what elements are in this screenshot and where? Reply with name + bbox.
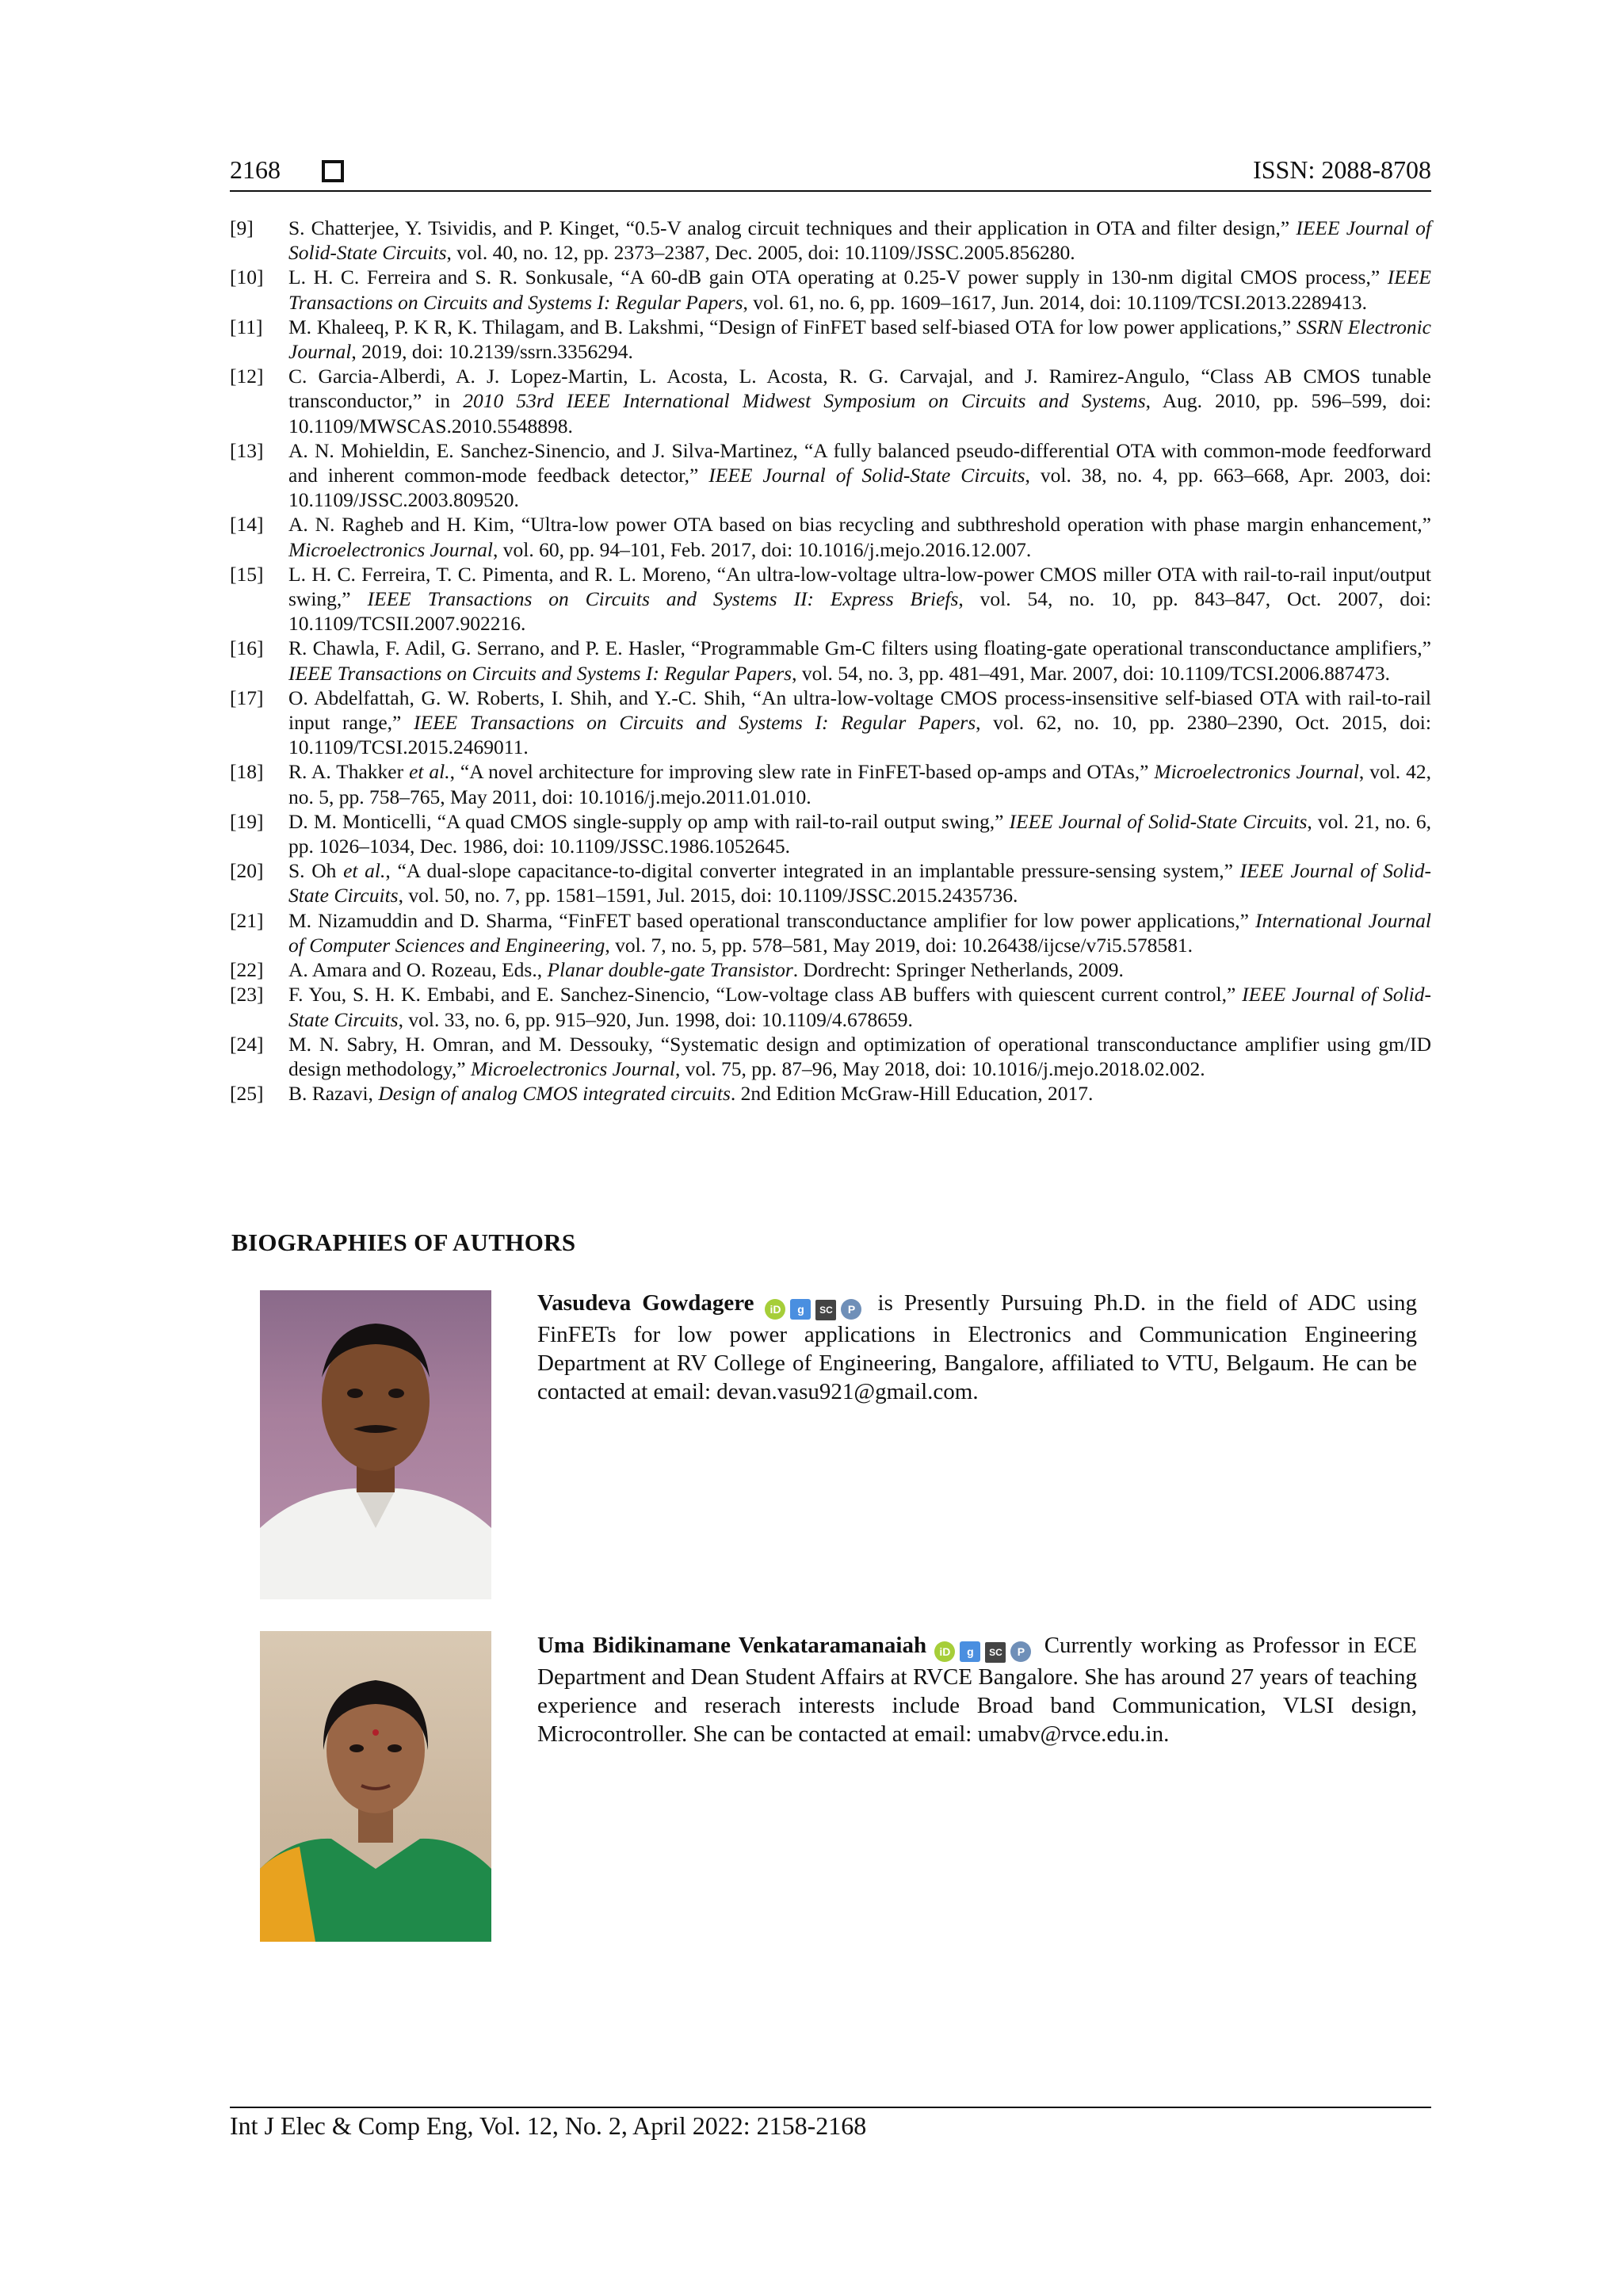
reference-item: [12] C. Garcia-Alberdi, A. J. Lopez-Martin, L. Acosta, L. Acosta, R. G. Carvajal, and J. Ramirez-Angulo, “Class AB CMOS tunable transconductor,” in 2010 53rd IEEE International Midwest Symposium on Circuits and Systems, Aug. 2010, pp. 596–599, doi: 10.1109/MWSCAS.2010.5548898. [230,365,1431,437]
reference-item: [19] D. M. Monticelli, “A quad CMOS single-supply op amp with rail-to-rail output swing,” IEEE Journal of Solid-State Circuits, vol. 21, no. 6, pp. 1026–1034, Dec. 1986, doi: 10.1109/JSSC.1986.1052645. [230,809,1431,858]
reference-item: [11] M. Khaleeq, P. K R, K. Thilagam, and B. Lakshmi, “Design of FinFET based self-biased OTA for low power applications,” SSRN Electronic Journal, 2019, doi: 10.2139/ssrn.3356294. [230,315,1431,364]
reference-item: [15] L. H. C. Ferreira, T. C. Pimenta, and R. L. Moreno, “An ultra-low-voltage ultra-low-power CMOS miller OTA with rail-to-rail input/output swing,” IEEE Transactions on Circuits and Systems II: Express Briefs, vol. 54, no. 10, pp. 843–847, Oct. 2007, doi: 10.1109/TCSII.2007.902216. [230,562,1431,636]
reference-item: [20] S. Oh et al., “A dual-slope capacitance-to-digital converter integrated in an implantable pressure-sensing system,” IEEE Journal of Solid-State Circuits, vol. 50, no. 7, pp. 1581–1591, Jul. 2015, doi: 10.1109/JSSC.2015.2435736. [230,859,1431,907]
publons-icon[interactable]: P [841,1299,861,1320]
footer-rule [230,2107,1431,2108]
reference-item: [25] B. Razavi, Design of analog CMOS integrated circuits. 2nd Edition McGraw-Hill Education, 2017. [230,1082,1094,1106]
author-bio-2 [537,1631,1417,1748]
author-name: Vasudeva Gowdagere [537,1290,754,1316]
reference-item: [9] S. Chatterjee, Y. Tsividis, and P. Kinget, “0.5-V analog circuit techniques and their application in OTA and filter design,” IEEE Journal of Solid-State Circuits, vol. 40, no. 12, pp. 2373–2387, Dec. 2005, doi: 10.1109/JSSC.2005.856280. [230,216,1431,265]
reference-item: [13] A. N. Mohieldin, E. Sanchez-Sinencio, and J. Silva-Martinez, “A fully balanced pseudo-differential OTA with common-mode feedforward and inherent common-mode feedback detector,” IEEE Journal of Solid-State Circuits, vol. 38, no. 4, pp. 663–668, Apr. 2003, doi: 10.1109/JSSC.2003.809520. [230,438,1431,512]
reference-item: [22] A. Amara and O. Rozeau, Eds., Planar double-gate Transistor. Dordrecht: Springer Netherlands, 2009. [230,958,1124,982]
reference-item: [21] M. Nizamuddin and D. Sharma, “FinFET based operational transconductance amplifier for low power applications,” International Journal of Computer Sciences and Engineering, vol. 7, no. 5, pp. 578–581, May 2019, doi: 10.26438/ijcse/v7i5.578581. [230,908,1431,957]
square-bullet-icon [322,160,344,182]
reference-item: [18] R. A. Thakker et al., “A novel architecture for improving slew rate in FinFET-based op-amps and OTAs,” Microelectronics Journal, vol. 42, no. 5, pp. 758–765, May 2011, doi: 10.1016/j.mejo.2011.01.010. [230,760,1431,808]
orcid-icon[interactable]: iD [934,1641,955,1662]
footer-citation: Int J Elec & Comp Eng, Vol. 12, No. 2, April 2022: 2158-2168 [230,2111,867,2140]
reference-item: [24] M. N. Sabry, H. Omran, and M. Dessouky, “Systematic design and optimization of operational transconductance amplifier using gm/ID design methodology,” Microelectronics Journal, vol. 75, pp. 87–96, May 2018, doi: 10.1016/j.mejo.2018.02.002. [230,1032,1431,1080]
author-name: Uma Bidikinamane Venkataramanaiah [537,1633,927,1658]
header-rule [230,190,1431,192]
google-scholar-icon[interactable]: g [790,1299,811,1320]
scopus-icon[interactable]: SC [815,1300,836,1320]
author-photo-2 [260,1631,491,1942]
scopus-icon[interactable]: SC [985,1642,1006,1663]
author-bio-text: is Presently Pursuing Ph.D. in the field of ADC using FinFETs for low power applications in Electronics and Communication Engineering Department at RV College of Engineering, Bangalore, affiliated to VTU, Belgaum. He can be contacted at email: devan.vasu921@gmail.com. [537,1290,1417,1404]
author-badges [934,1634,1036,1663]
page-header [230,155,1431,190]
author-bio-1 [537,1289,1417,1406]
reference-item: [17] O. Abdelfattah, G. W. Roberts, I. Shih, and Y.-C. Shih, “An ultra-low-voltage CMOS process-insensitive self-biased OTA with rail-to-rail input range,” IEEE Transactions on Circuits and Systems I: Regular Papers, vol. 62, no. 10, pp. 2380–2390, Oct. 2015, doi: 10.1109/TCSI.2015.2469011. [230,686,1431,759]
author-photo-1 [260,1290,491,1599]
google-scholar-icon[interactable]: g [960,1641,980,1662]
publons-icon[interactable]: P [1010,1641,1031,1662]
issn: ISSN: 2088-8708 [1253,155,1431,184]
reference-list [230,216,1431,1106]
author-badges [765,1292,866,1320]
biographies-heading: BIOGRAPHIES OF AUTHORS [231,1228,576,1256]
author-bio-text: Currently working as Professor in ECE Department and Dean Student Affairs at RVCE Bangalore. She has around 27 years of teaching experience and reserach interests include Broad band Communication, VLSI design, Microcontroller. She can be contacted at email: umabv@rvce.edu.in. [537,1633,1417,1747]
reference-item: [10] L. H. C. Ferreira and S. R. Sonkusale, “A 60-dB gain OTA operating at 0.25-V power supply in 130-nm digital CMOS process,” IEEE Transactions on Circuits and Systems I: Regular Papers, vol. 61, no. 6, pp. 1609–1617, Jun. 2014, doi: 10.1109/TCSI.2013.2289413. [230,266,1431,314]
reference-item: [14] A. N. Ragheb and H. Kim, “Ultra-low power OTA based on bias recycling and subthreshold operation with phase margin enhancement,” Microelectronics Journal, vol. 60, pp. 94–101, Feb. 2017, doi: 10.1016/j.mejo.2016.12.007. [230,513,1431,561]
author-portrait-2 [260,1631,491,1942]
reference-item: [16] R. Chawla, F. Adil, G. Serrano, and P. E. Hasler, “Programmable Gm-C filters using floating-gate operational transconductance amplifiers,” IEEE Transactions on Circuits and Systems I: Regular Papers, vol. 54, no. 3, pp. 481–491, Mar. 2007, doi: 10.1109/TCSI.2006.887473. [230,636,1431,685]
reference-item: [23] F. You, S. H. K. Embabi, and E. Sanchez-Sinencio, “Low-voltage class AB buffers with quiescent current control,” IEEE Journal of Solid-State Circuits, vol. 33, no. 6, pp. 915–920, Jun. 1998, doi: 10.1109/4.678659. [230,983,1432,1031]
orcid-icon[interactable]: iD [765,1299,785,1320]
page-number: 2168 [230,155,281,184]
author-portrait-1 [260,1290,491,1599]
